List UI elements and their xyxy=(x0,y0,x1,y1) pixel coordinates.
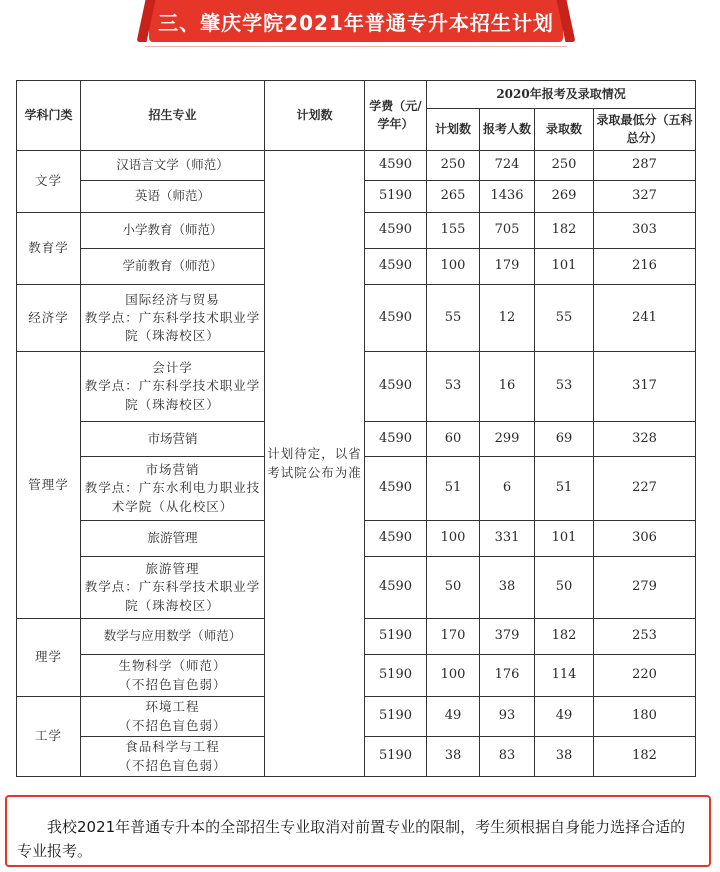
applicants-cell: 1436 xyxy=(480,181,535,213)
admitted-cell: 101 xyxy=(535,249,594,285)
enrollment-plan-table-container xyxy=(16,80,695,777)
category-cell: 管理学 xyxy=(17,352,81,619)
applicants-cell: 331 xyxy=(480,521,535,557)
header-plan: 计划数 xyxy=(265,81,365,151)
plan-2020-cell: 60 xyxy=(427,422,480,457)
applicants-cell: 12 xyxy=(480,285,535,352)
plan-2020-cell: 38 xyxy=(427,737,480,777)
teaching-site: 教学点：广东科学技术职业学院（珠海校区） xyxy=(84,309,261,344)
header-admitted: 录取数 xyxy=(535,109,594,151)
restriction-note: （不招色盲色弱） xyxy=(118,676,227,692)
tuition-cell: 5190 xyxy=(365,619,427,655)
major-name: 会计学 xyxy=(152,360,193,376)
major-cell xyxy=(81,737,265,777)
plan-2020-cell: 100 xyxy=(427,655,480,697)
applicants-cell: 83 xyxy=(480,737,535,777)
min-score-cell: 317 xyxy=(594,352,696,422)
admitted-cell: 182 xyxy=(535,213,594,249)
major-cell: 小学教育（师范） xyxy=(81,213,265,249)
teaching-site: 教学点：广东科学技术职业学院（珠海校区） xyxy=(84,378,261,412)
major-name: 环境工程 xyxy=(145,699,200,715)
min-score-cell: 227 xyxy=(594,457,696,521)
plan-2020-cell: 250 xyxy=(427,151,480,181)
major-name: 国际经济与贸易 xyxy=(125,291,220,307)
admitted-cell: 69 xyxy=(535,422,594,457)
admitted-cell: 38 xyxy=(535,737,594,777)
min-score-cell: 287 xyxy=(594,151,696,181)
notice-text: 我校2021年普通专升本的全部招生专业取消对前置专业的限制，考生须根据自身能力选择合适的专业报考。 xyxy=(17,818,686,860)
applicants-cell: 176 xyxy=(480,655,535,697)
plan-2020-cell: 100 xyxy=(427,249,480,285)
notice-box xyxy=(5,795,711,867)
admitted-cell: 250 xyxy=(535,151,594,181)
tuition-cell: 5190 xyxy=(365,655,427,697)
major-cell xyxy=(81,655,265,697)
applicants-cell: 724 xyxy=(480,151,535,181)
major-cell: 市场营销 xyxy=(81,422,265,457)
tuition-cell: 5190 xyxy=(365,181,427,213)
applicants-cell: 299 xyxy=(480,422,535,457)
major-cell xyxy=(81,557,265,619)
header-tuition: 学费（元/学年） xyxy=(365,81,427,151)
applicants-cell: 38 xyxy=(480,557,535,619)
min-score-cell: 306 xyxy=(594,521,696,557)
admitted-cell: 50 xyxy=(535,557,594,619)
major-name: 生物科学（师范） xyxy=(118,658,227,674)
applicants-cell: 179 xyxy=(480,249,535,285)
min-score-cell: 241 xyxy=(594,285,696,352)
header-min-score: 录取最低分（五科总分） xyxy=(594,109,696,151)
header-major: 招生专业 xyxy=(81,81,265,151)
admitted-cell: 49 xyxy=(535,697,594,737)
enrollment-plan-table xyxy=(16,80,696,777)
plan-2020-cell: 265 xyxy=(427,181,480,213)
min-score-cell: 253 xyxy=(594,619,696,655)
header-applicants: 报考人数 xyxy=(480,109,535,151)
tuition-cell: 4590 xyxy=(365,457,427,521)
plan-2020-cell: 170 xyxy=(427,619,480,655)
teaching-site: 教学点：广东水利电力职业技术学院（从化校区） xyxy=(84,480,261,514)
plan-count-note: 计划待定，以省考试院公布为准 xyxy=(265,151,365,777)
applicants-cell: 93 xyxy=(480,697,535,737)
header-category: 学科门类 xyxy=(17,81,81,151)
major-cell xyxy=(81,457,265,521)
plan-2020-cell: 50 xyxy=(427,557,480,619)
min-score-cell: 303 xyxy=(594,213,696,249)
major-cell xyxy=(81,285,265,352)
min-score-cell: 182 xyxy=(594,737,696,777)
major-cell: 英语（师范） xyxy=(81,181,265,213)
min-score-cell: 327 xyxy=(594,181,696,213)
min-score-cell: 279 xyxy=(594,557,696,619)
tuition-cell: 4590 xyxy=(365,422,427,457)
admitted-cell: 114 xyxy=(535,655,594,697)
plan-2020-cell: 55 xyxy=(427,285,480,352)
restriction-note: （不招色盲色弱） xyxy=(118,757,227,773)
category-cell: 经济学 xyxy=(17,285,81,352)
major-cell: 数学与应用数学（师范） xyxy=(81,619,265,655)
admitted-cell: 101 xyxy=(535,521,594,557)
applicants-cell: 6 xyxy=(480,457,535,521)
min-score-cell: 180 xyxy=(594,697,696,737)
plan-2020-cell: 49 xyxy=(427,697,480,737)
admitted-cell: 53 xyxy=(535,352,594,422)
tuition-cell: 4590 xyxy=(365,521,427,557)
major-cell xyxy=(81,697,265,737)
major-name: 旅游管理 xyxy=(145,561,200,577)
plan-2020-cell: 155 xyxy=(427,213,480,249)
admitted-cell: 182 xyxy=(535,619,594,655)
major-cell: 旅游管理 xyxy=(81,521,265,557)
min-score-cell: 216 xyxy=(594,249,696,285)
major-cell: 汉语言文学（师范） xyxy=(81,151,265,181)
plan-2020-cell: 100 xyxy=(427,521,480,557)
major-name: 食品科学与工程 xyxy=(125,739,220,755)
header-row-1 xyxy=(17,81,696,109)
title-banner xyxy=(0,0,720,60)
major-cell: 学前教育（师范） xyxy=(81,249,265,285)
category-cell: 工学 xyxy=(17,697,81,777)
category-cell: 理学 xyxy=(17,619,81,697)
major-cell xyxy=(81,352,265,422)
page-title: 三、肇庆学院2021年普通专升本招生计划 xyxy=(149,0,563,42)
table-row xyxy=(17,151,696,181)
admitted-cell: 51 xyxy=(535,457,594,521)
applicants-cell: 705 xyxy=(480,213,535,249)
tuition-cell: 5190 xyxy=(365,697,427,737)
teaching-site: 教学点：广东科学技术职业学院（珠海校区） xyxy=(84,579,261,613)
tuition-cell: 4590 xyxy=(365,151,427,181)
category-cell: 文学 xyxy=(17,151,81,213)
tuition-cell: 4590 xyxy=(365,557,427,619)
category-cell: 教育学 xyxy=(17,213,81,285)
major-name: 市场营销 xyxy=(145,462,200,478)
min-score-cell: 328 xyxy=(594,422,696,457)
tuition-cell: 4590 xyxy=(365,352,427,422)
tuition-cell: 4590 xyxy=(365,213,427,249)
plan-2020-cell: 51 xyxy=(427,457,480,521)
header-2020-group: 2020年报考及录取情况 xyxy=(427,81,696,109)
tuition-cell: 4590 xyxy=(365,285,427,352)
restriction-note: （不招色盲色弱） xyxy=(118,717,227,733)
admitted-cell: 269 xyxy=(535,181,594,213)
banner-underline xyxy=(145,46,567,47)
plan-2020-cell: 53 xyxy=(427,352,480,422)
header-plan-count: 计划数 xyxy=(427,109,480,151)
min-score-cell: 220 xyxy=(594,655,696,697)
tuition-cell: 4590 xyxy=(365,249,427,285)
tuition-cell: 5190 xyxy=(365,737,427,777)
admitted-cell: 55 xyxy=(535,285,594,352)
applicants-cell: 16 xyxy=(480,352,535,422)
applicants-cell: 379 xyxy=(480,619,535,655)
